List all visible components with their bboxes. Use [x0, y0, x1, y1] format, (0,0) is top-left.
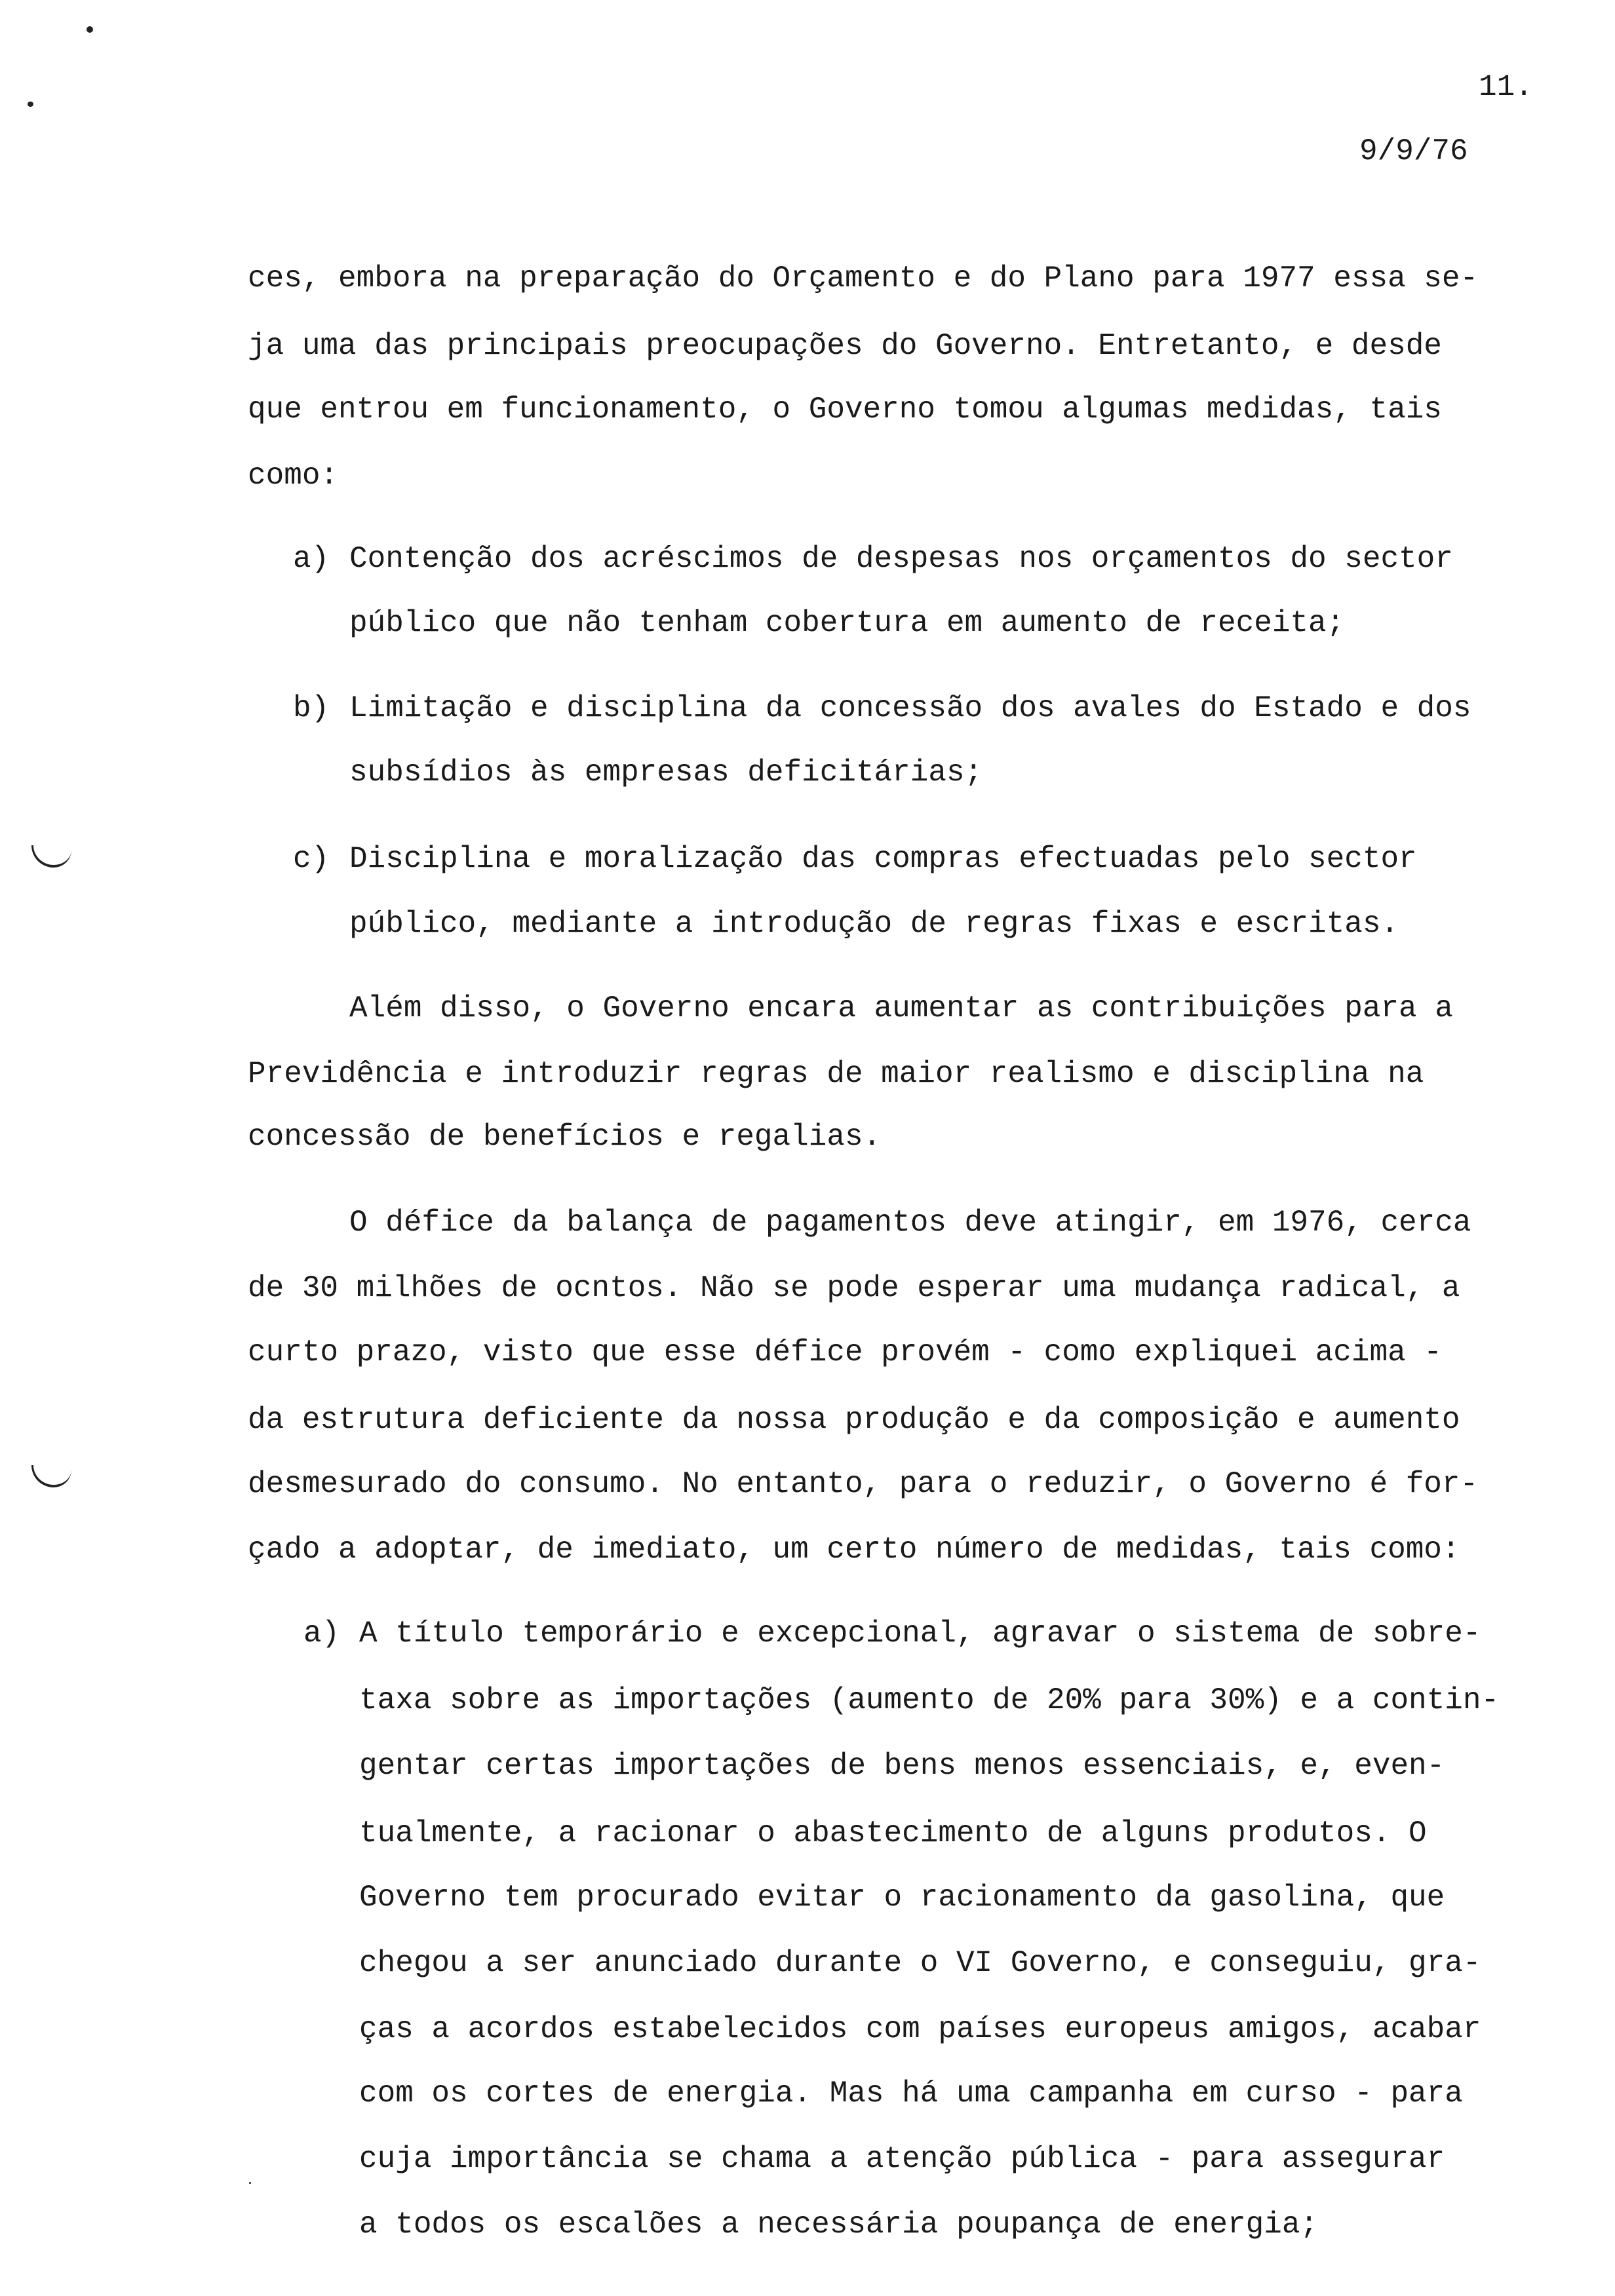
body-line: de 30 milhões de ocntos. Não se pode esperar uma mudança radical, a	[248, 1271, 1460, 1305]
page-number: 11.	[1479, 70, 1533, 104]
list-item-line: tualmente, a racionar o abastecimento de alguns produtos. O	[359, 1816, 1427, 1850]
margin-dot-mark	[87, 26, 93, 33]
list-item-line: Governo tem procurado evitar o racionamento da gasolina, que	[359, 1881, 1445, 1915]
margin-speck	[249, 2182, 251, 2184]
list-item-line: público que não tenham cobertura em aumento de receita;	[349, 606, 1345, 640]
list-item-line: a todos os escalões a necessária poupança de energia;	[359, 2208, 1319, 2242]
list-item-line: A título temporário e excepcional, agravar o sistema de sobre-	[359, 1617, 1481, 1651]
list-marker: a)	[303, 1617, 340, 1651]
body-line: curto prazo, visto que esse défice provém - como expliquei acima -	[248, 1335, 1442, 1369]
margin-curve-mark	[31, 1465, 71, 1487]
list-item-line: gentar certas importações de bens menos essenciais, e, even-	[359, 1749, 1445, 1783]
list-item-line: Contenção dos acréscimos de despesas nos orçamentos do sector	[349, 542, 1453, 576]
body-line: ja uma das principais preocupações do Governo. Entretanto, e desde	[248, 329, 1442, 363]
list-item-line: taxa sobre as importações (aumento de 20% para 30%) e a contin-	[359, 1683, 1500, 1717]
list-marker: a)	[293, 542, 330, 576]
margin-curve-mark	[31, 845, 71, 868]
body-line: desmesurado do consumo. No entanto, para o reduzir, o Governo é for-	[248, 1467, 1479, 1501]
list-item-line: público, mediante a introdução de regras fixas e escritas.	[349, 907, 1399, 941]
body-line: Além disso, o Governo encara aumentar as contribuições para a	[349, 991, 1453, 1025]
body-line: que entrou em funcionamento, o Governo tomou algumas medidas, tais	[248, 392, 1442, 427]
list-item-line: cuja importância se chama a atenção pública - para assegurar	[359, 2142, 1445, 2176]
body-line: çado a adoptar, de imediato, um certo número de medidas, tais como:	[248, 1533, 1460, 1567]
body-line: da estrutura deficiente da nossa produção e da composição e aumento	[248, 1403, 1460, 1437]
list-marker: b)	[293, 691, 330, 725]
body-line: O défice da balança de pagamentos deve atingir, em 1976, cerca	[349, 1206, 1471, 1240]
list-item-line: Limitação e disciplina da concessão dos avales do Estado e dos	[349, 691, 1471, 725]
body-line: Previdência e introduzir regras de maior realismo e disciplina na	[248, 1057, 1424, 1091]
list-marker: c)	[293, 842, 330, 876]
body-line: como:	[248, 459, 339, 493]
document-date: 9/9/76	[1359, 134, 1468, 168]
body-line: concessão de benefícios e regalias.	[248, 1120, 882, 1154]
list-item-line: com os cortes de energia. Mas há uma campanha em curso - para	[359, 2076, 1463, 2111]
list-item-line: ças a acordos estabelecidos com países europeus amigos, acabar	[359, 2012, 1481, 2046]
list-item-line: chegou a ser anunciado durante o VI Governo, e conseguiu, gra-	[359, 1946, 1481, 1980]
list-item-line: subsídios às empresas deficitárias;	[349, 756, 983, 790]
body-line: ces, embora na preparação do Orçamento e do Plano para 1977 essa se-	[248, 261, 1479, 296]
margin-dot-mark	[28, 102, 33, 107]
list-item-line: Disciplina e moralização das compras efectuadas pelo sector	[349, 842, 1417, 876]
